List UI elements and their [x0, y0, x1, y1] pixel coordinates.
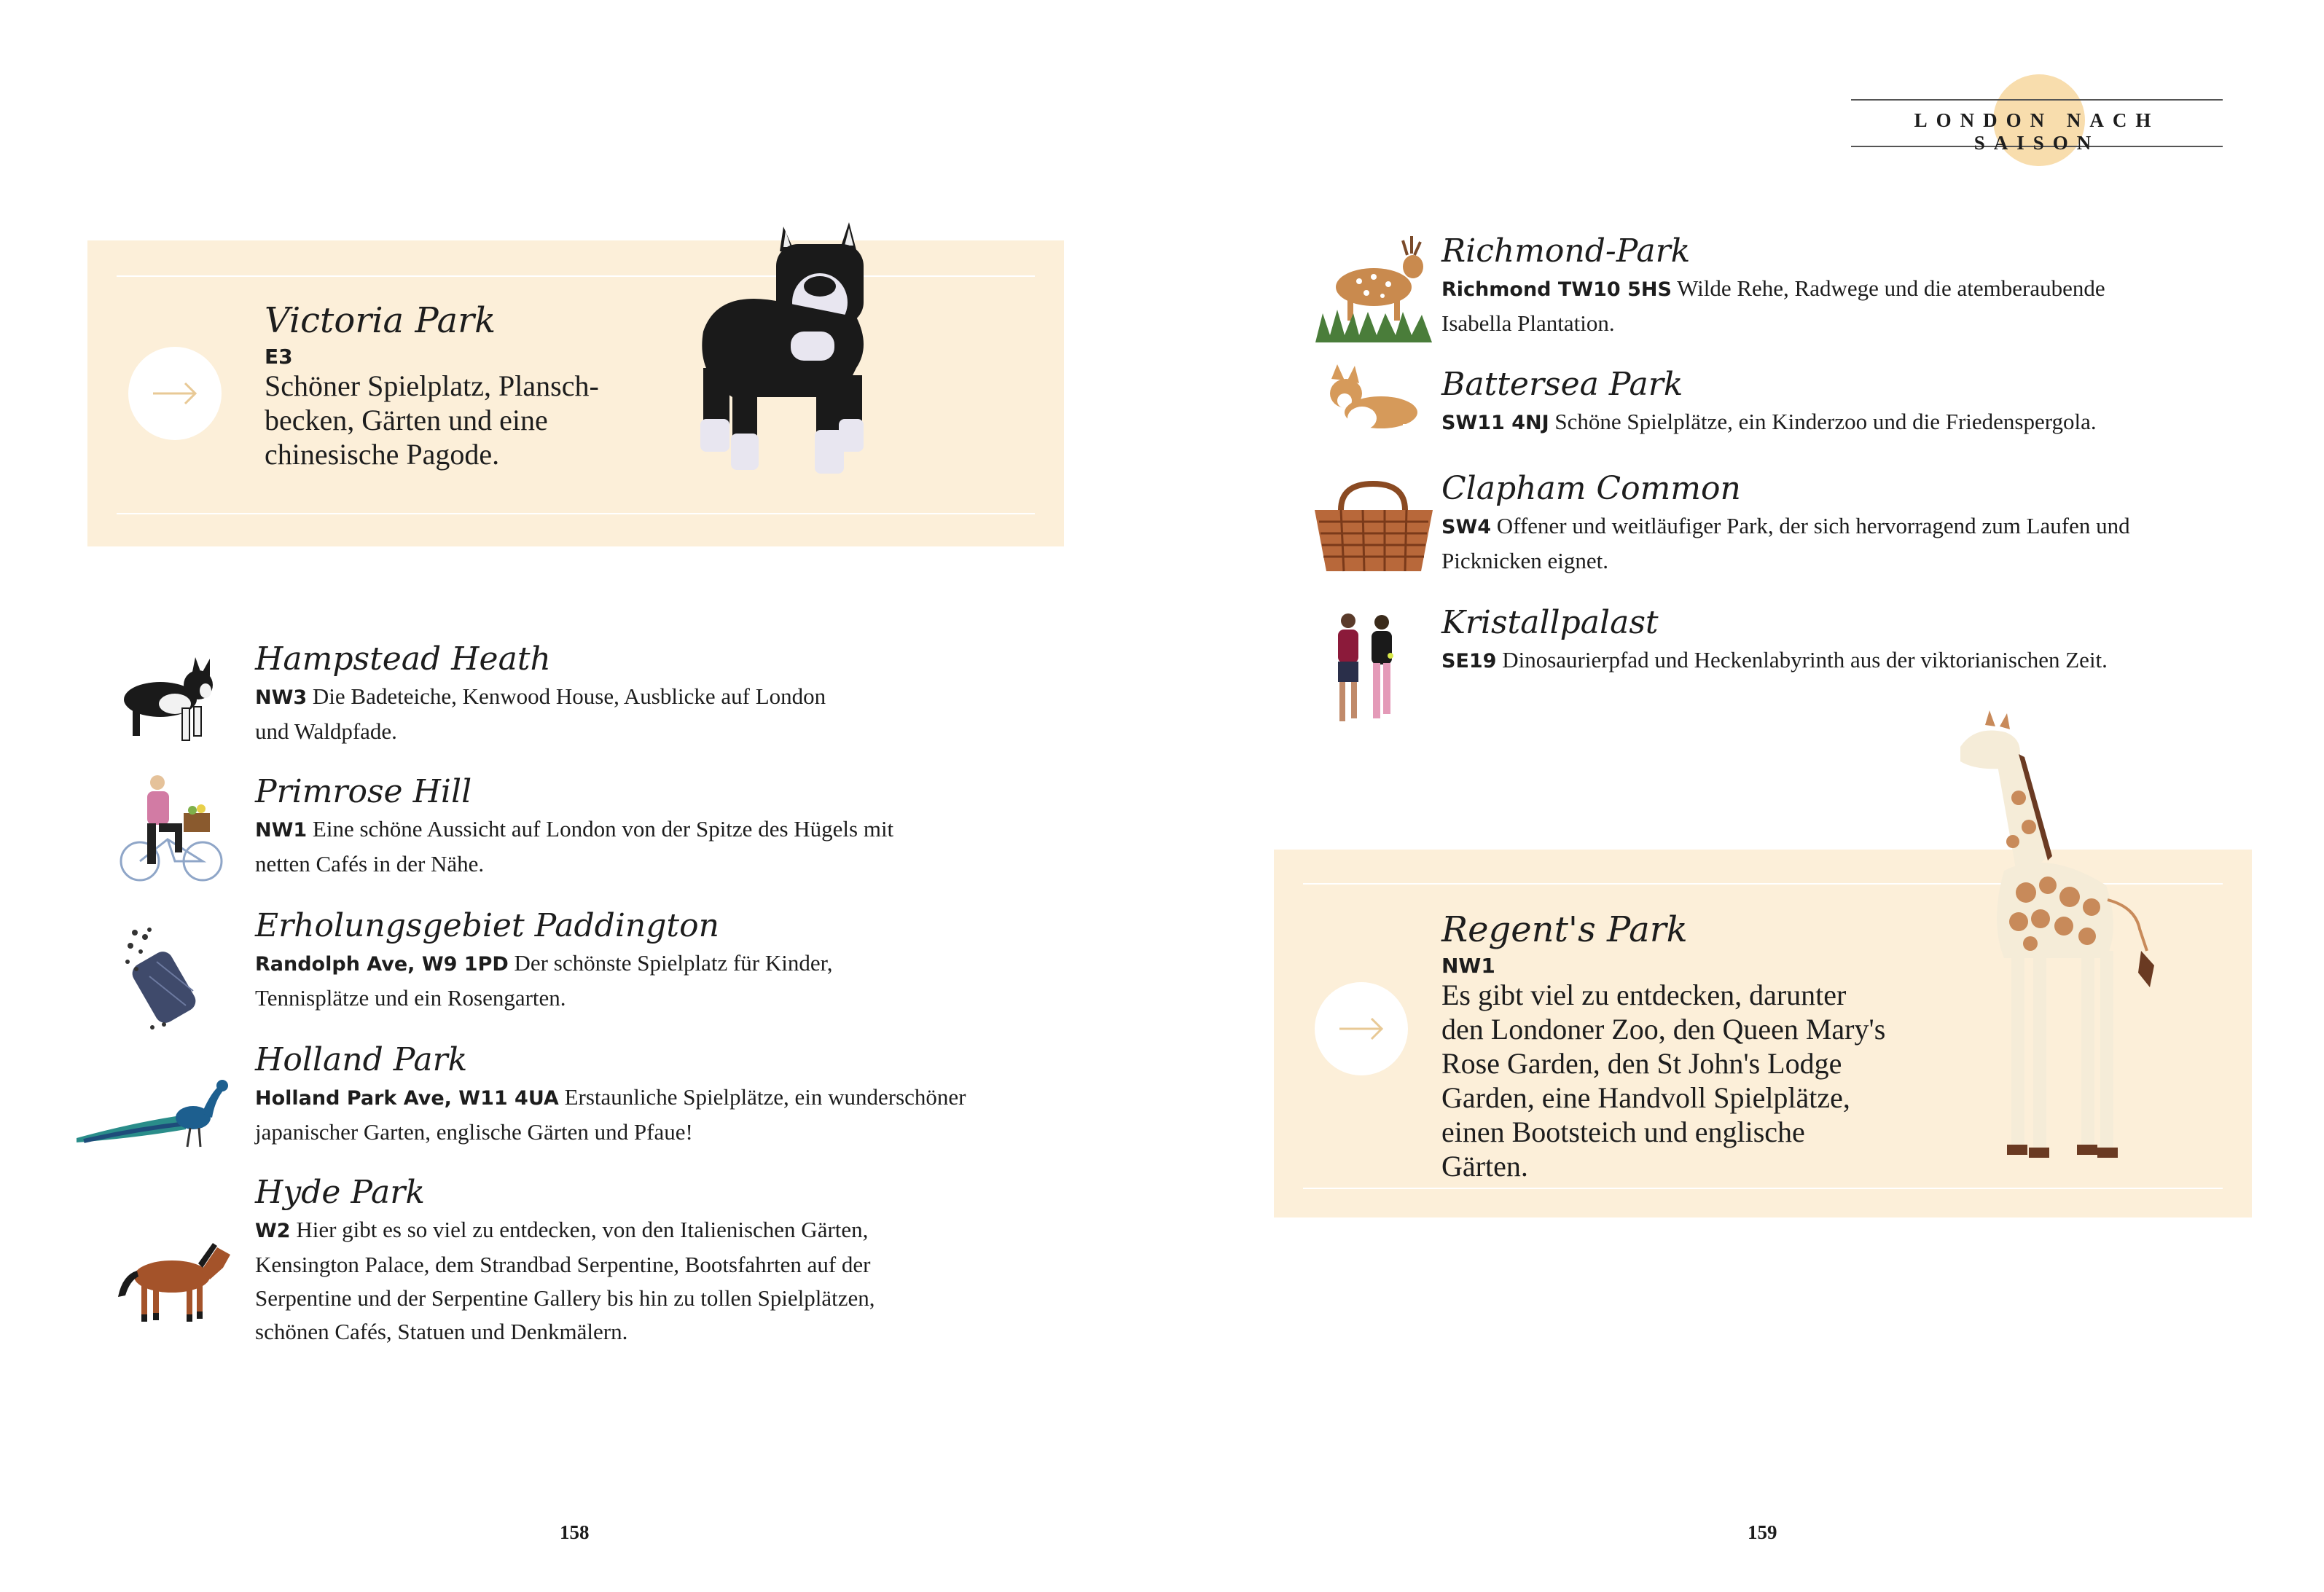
entry-description: Offener und weitläufiger Park, der sich hervorragend zum Laufen und: [1496, 512, 2130, 538]
peacock-icon: [77, 1071, 237, 1151]
page-number-right: 159: [1748, 1521, 1777, 1543]
feature-description: [1441, 978, 1966, 1183]
entry-description: Kensington Palace, dem Strandbad Serpentine, Bootsfahrten auf der: [255, 1251, 871, 1277]
feature-title: Regent's Park: [1441, 909, 1688, 950]
entry-text: [255, 680, 1057, 748]
feature-line: chinesische Pagode.: [265, 437, 500, 471]
entry-title: Hyde Park: [255, 1174, 425, 1211]
cyclist-icon: [117, 772, 226, 889]
entry-description: Schöne Spielplätze, ein Kinderzoo und die Friedenspergola.: [1554, 408, 2097, 434]
entry-description: Serpentine und der Serpentine Gallery bis hin zu tollen Spielplätzen,: [255, 1285, 875, 1311]
entry-postcode: Richmond TW10 5HS: [1441, 278, 1672, 301]
arrow-right-icon: [1338, 1011, 1385, 1046]
list-item: [1441, 366, 2243, 440]
entry-text: [255, 946, 1057, 1015]
entry-text: [255, 1081, 1057, 1149]
entry-description: Picknicken eignet.: [1441, 547, 1608, 573]
entry-description: Isabella Plantation.: [1441, 310, 1615, 336]
feature-postcode: NW1: [1441, 953, 1495, 978]
list-item: [1441, 605, 2243, 678]
entry-title: Erholungsgebiet Paddington: [255, 907, 719, 944]
deer-icon: [1315, 233, 1439, 342]
entry-description: Wilde Rehe, Radwege und die atemberaubende: [1677, 275, 2105, 301]
entry-text: [1441, 643, 2243, 678]
entry-description: Erstaunliche Spielplätze, ein wunderschöner: [564, 1083, 966, 1110]
entry-title: Clapham Common: [1441, 470, 1741, 507]
feature-title: Victoria Park: [265, 300, 496, 341]
entry-description: schönen Cafés, Statuen und Denkmälern.: [255, 1318, 628, 1344]
entry-title: Richmond-Park: [1441, 232, 1691, 270]
picnic-basket-icon: [1312, 481, 1436, 576]
entry-description: und Waldpfade.: [255, 718, 397, 744]
feature-line: den Londoner Zoo, den Queen Mary's: [1441, 1012, 1886, 1046]
feature-line: einen Bootsteich und englische: [1441, 1115, 1805, 1148]
list-item: [255, 641, 1057, 748]
entry-text: [1441, 509, 2243, 578]
entry-description: Dinosaurierpfad und Heckenlabyrinth aus der viktorianischen Zeit.: [1502, 646, 2108, 673]
boston-terrier-icon: [117, 656, 219, 750]
feature-line: Garden, eine Handvoll Spielplätze,: [1441, 1081, 1850, 1114]
entry-title: Kristallpalast: [1441, 604, 1659, 641]
schnauzer-dog-icon: [674, 222, 878, 495]
giraffe-icon: [1938, 710, 2179, 1173]
entry-postcode: Randolph Ave, W9 1PD: [255, 952, 509, 976]
entry-postcode: SW11 4NJ: [1441, 411, 1549, 434]
header-title: LONDON NACH SAISON: [1914, 109, 2160, 154]
entry-title: Hampstead Heath: [255, 640, 551, 678]
arrow-button[interactable]: [128, 347, 222, 440]
entry-title: Holland Park: [255, 1041, 468, 1078]
entry-postcode: SE19: [1441, 649, 1497, 673]
feature-postcode: E3: [265, 344, 293, 369]
list-item: [1441, 471, 2243, 578]
entry-text: [255, 812, 1057, 881]
list-item: [1441, 233, 2243, 340]
joggers-icon: [1326, 612, 1406, 729]
entry-description: Tennisplätze und ein Rosengarten.: [255, 984, 566, 1011]
entry-postcode: W2: [255, 1219, 291, 1242]
arrow-button[interactable]: [1315, 982, 1408, 1075]
feature-rule-bottom: [1303, 1188, 2223, 1189]
entry-postcode: Holland Park Ave, W11 4UA: [255, 1086, 559, 1110]
entry-description: Hier gibt es so viel zu entdecken, von den Italienischen Gärten,: [296, 1216, 869, 1242]
page-number-left: 158: [560, 1521, 590, 1543]
feature-content: [1441, 911, 1966, 1183]
list-item: [255, 1042, 1057, 1149]
entry-description: Die Badeteiche, Kenwood House, Ausblicke auf London: [312, 683, 826, 709]
entry-description: netten Cafés in der Nähe.: [255, 850, 485, 877]
corgi-icon: [1323, 364, 1425, 452]
entry-text: [255, 1213, 1057, 1349]
list-item: [255, 908, 1057, 1015]
feature-line: Rose Garden, den St John's Lodge: [1441, 1046, 1842, 1080]
arrow-right-icon: [152, 376, 198, 411]
entry-title: Battersea Park: [1441, 366, 1683, 403]
entry-text: [1441, 272, 2243, 340]
feature-line: becken, Gärten und eine: [265, 403, 548, 436]
header-rule-top: [1851, 99, 2223, 101]
tennis-bag-icon: [120, 925, 230, 1035]
entry-description: japanischer Garten, englische Gärten und Pfaue!: [255, 1118, 693, 1145]
entry-postcode: NW3: [255, 686, 308, 709]
entry-description: Eine schöne Aussicht auf London von der Spitze des Hügels mit: [312, 815, 894, 842]
feature-box-victoria-park: [87, 240, 1064, 546]
horse-icon: [117, 1239, 233, 1326]
feature-content: [265, 302, 673, 471]
entry-description: Der schönste Spielplatz für Kinder,: [514, 949, 833, 976]
feature-rule-top: [117, 275, 1035, 277]
entry-text: [1441, 405, 2243, 440]
feature-line: Schöner Spielplatz, Plansch-: [265, 369, 599, 402]
running-header: [1851, 96, 2223, 154]
feature-rule-bottom: [117, 513, 1035, 514]
feature-description: [265, 369, 673, 471]
list-item: [255, 1175, 1057, 1349]
list-item: [255, 774, 1057, 881]
entry-postcode: NW1: [255, 818, 308, 842]
entry-postcode: SW4: [1441, 515, 1492, 538]
feature-line: Gärten.: [1441, 1149, 1528, 1183]
entry-title: Primrose Hill: [255, 773, 472, 810]
feature-line: Es gibt viel zu entdecken, darunter: [1441, 978, 1847, 1011]
